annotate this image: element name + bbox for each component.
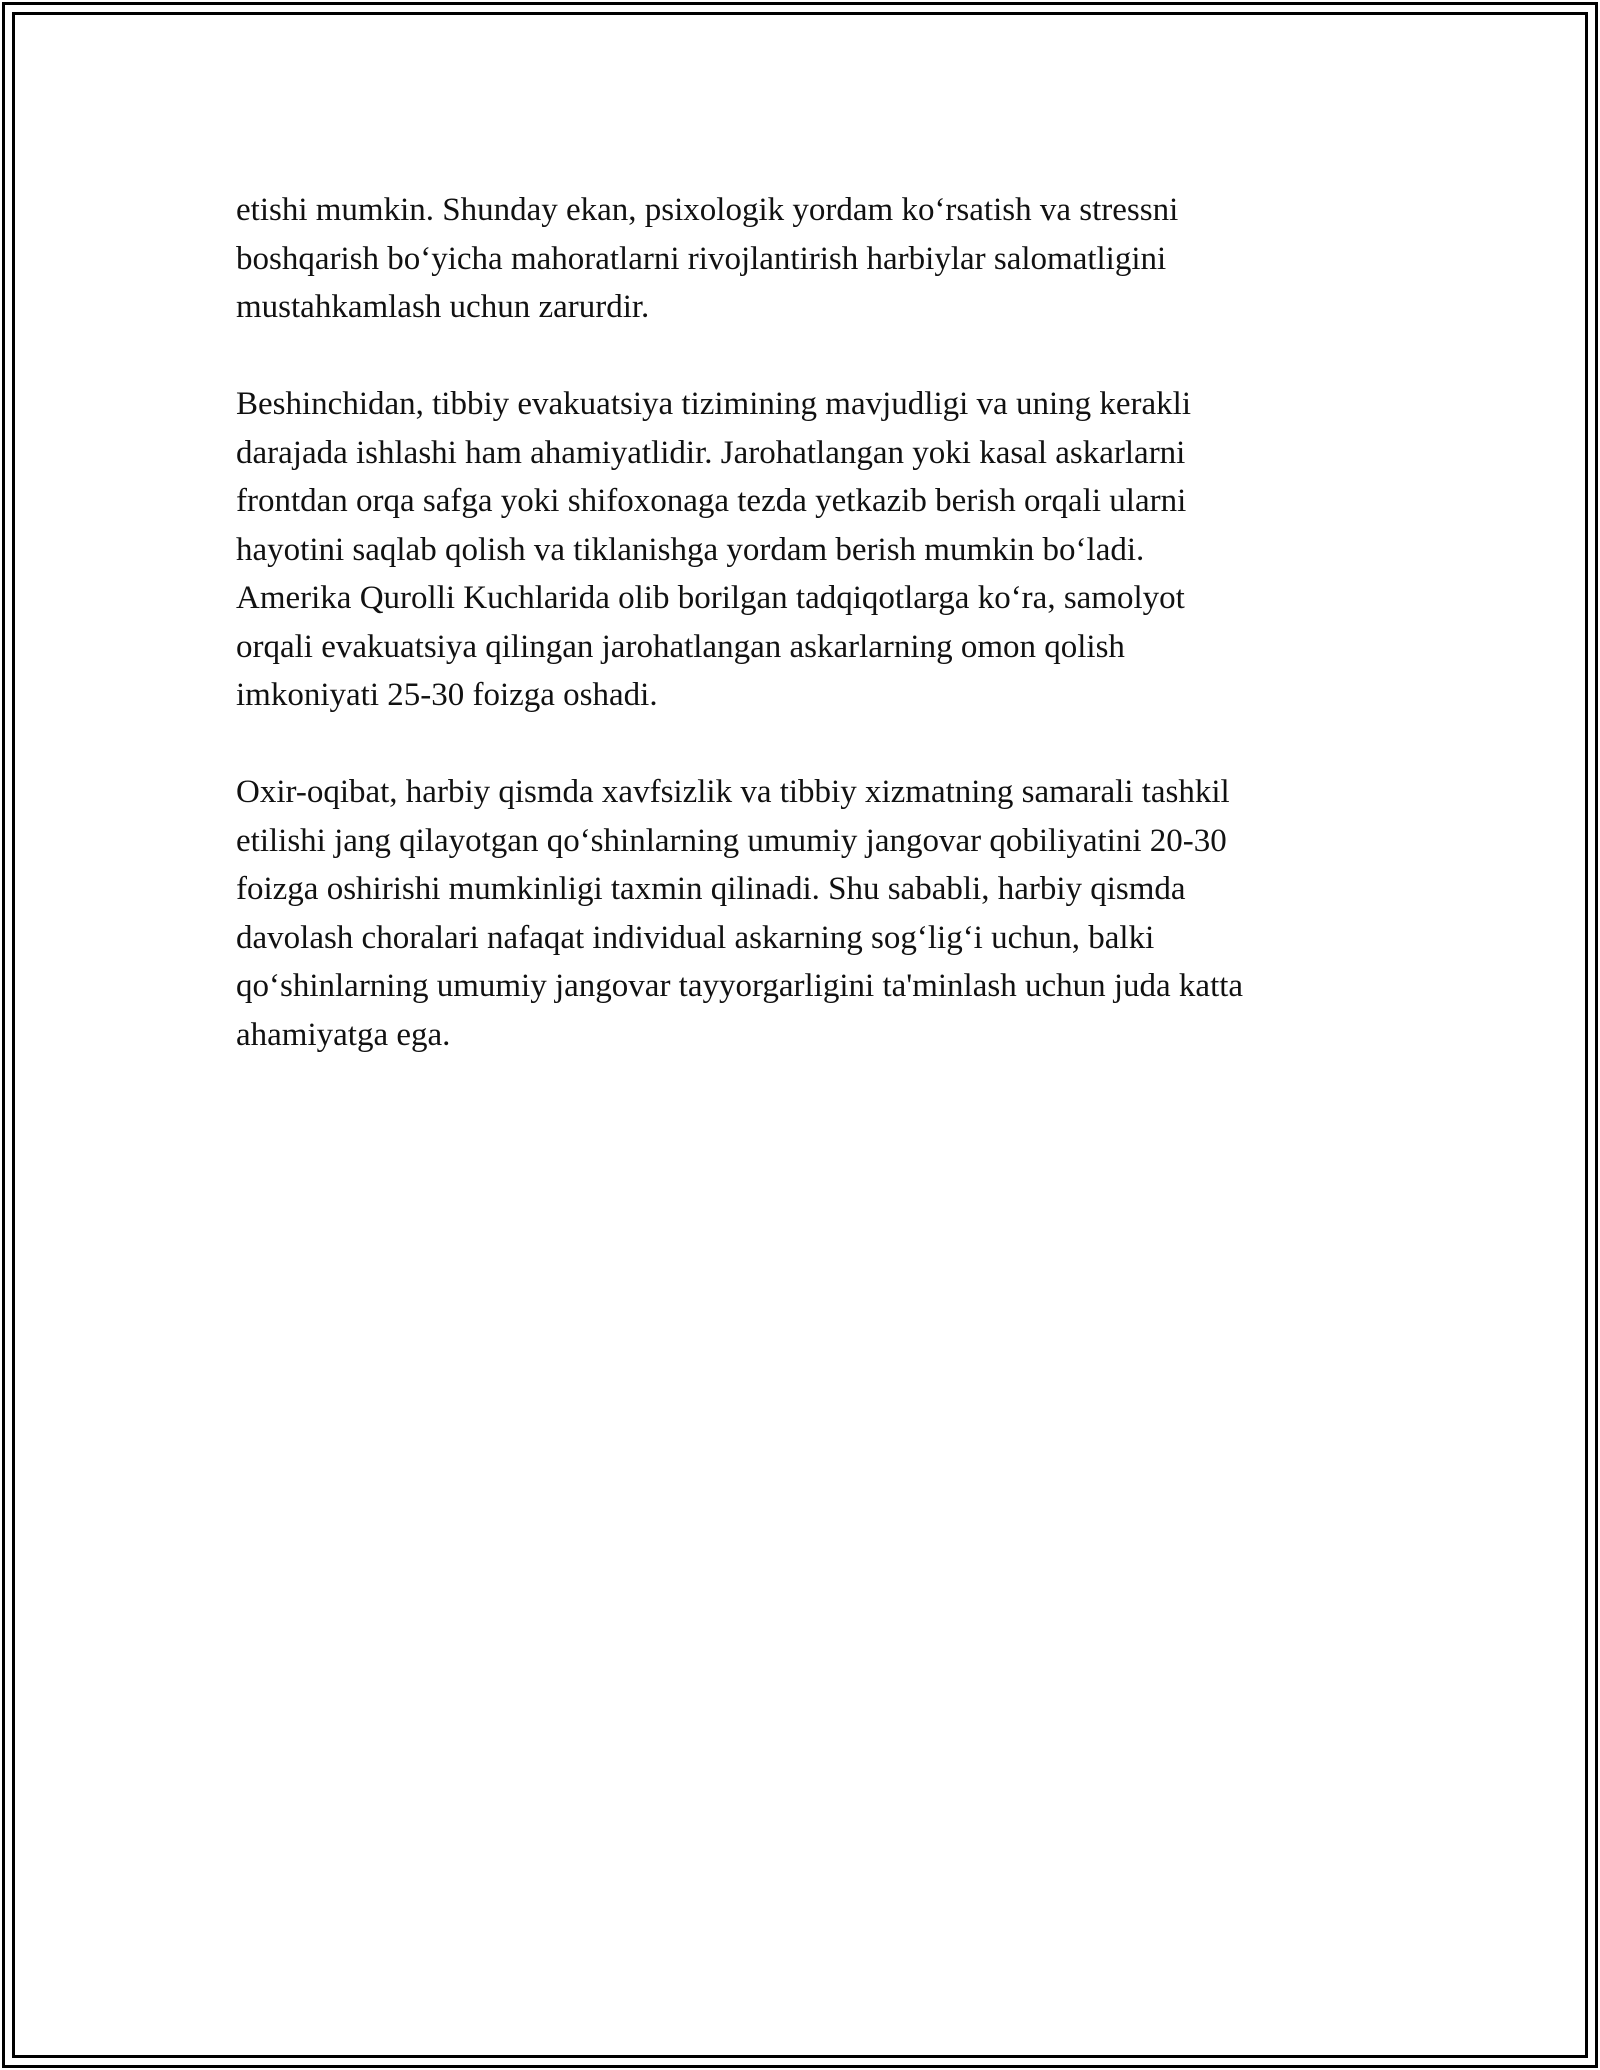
paragraph-3 (236, 768, 1396, 1059)
paragraph-line: Beshinchidan, tibbiy evakuatsiya tizimining mavjudligi va uning kerakli (236, 386, 1191, 422)
paragraph-line: hayotini saqlab qolish va tiklanishga yordam berish mumkin bo‘ladi. (236, 531, 1145, 568)
paragraph-line: imkoniyati 25-30 foizga oshadi. (236, 677, 658, 713)
paragraph-2 (236, 380, 1396, 720)
paragraph-line: Amerika Qurolli Kuchlarida olib borilgan tadqiqotlarga ko‘ra, samolyot (236, 580, 1185, 616)
document-body (236, 186, 1396, 1108)
paragraph-line: foizga oshirishi mumkinligi taxmin qilinadi. Shu sababli, harbiy qismda (236, 871, 1186, 907)
paragraph-line: etishi mumkin. Shunday ekan, psixologik yordam ko‘rsatish va stressni (236, 192, 1179, 228)
paragraph-line: qo‘shinlarning umumiy jangovar tayyorgarligini ta'minlash uchun juda katta (236, 968, 1244, 1004)
paragraph-line: frontdan orqa safga yoki shifoxonaga tezda yetkazib berish orqali ularni (236, 483, 1187, 519)
paragraph-line: Oxir-oqibat, harbiy qismda xavfsizlik va tibbiy xizmatning samarali tashkil (236, 774, 1230, 810)
paragraph-line: davolash choralari nafaqat individual askarning sog‘lig‘i uchun, balki (236, 919, 1155, 956)
paragraph-line: darajada ishlashi ham ahamiyatlidir. Jarohatlangan yoki kasal askarlarni (236, 434, 1186, 471)
paragraph-line: etilishi jang qilayotgan qo‘shinlarning umumiy jangovar qobiliyatini 20-30 (236, 822, 1227, 859)
paragraph-line: ahamiyatga ega. (236, 1016, 451, 1053)
paragraph-1 (236, 186, 1396, 332)
paragraph-line: boshqarish bo‘yicha mahoratlarni rivojlantirish harbiylar salomatligini (236, 240, 1167, 277)
paragraph-line: orqali evakuatsiya qilingan jarohatlangan askarlarning omon qolish (236, 628, 1125, 665)
paragraph-line: mustahkamlash uchun zarurdir. (236, 289, 650, 325)
